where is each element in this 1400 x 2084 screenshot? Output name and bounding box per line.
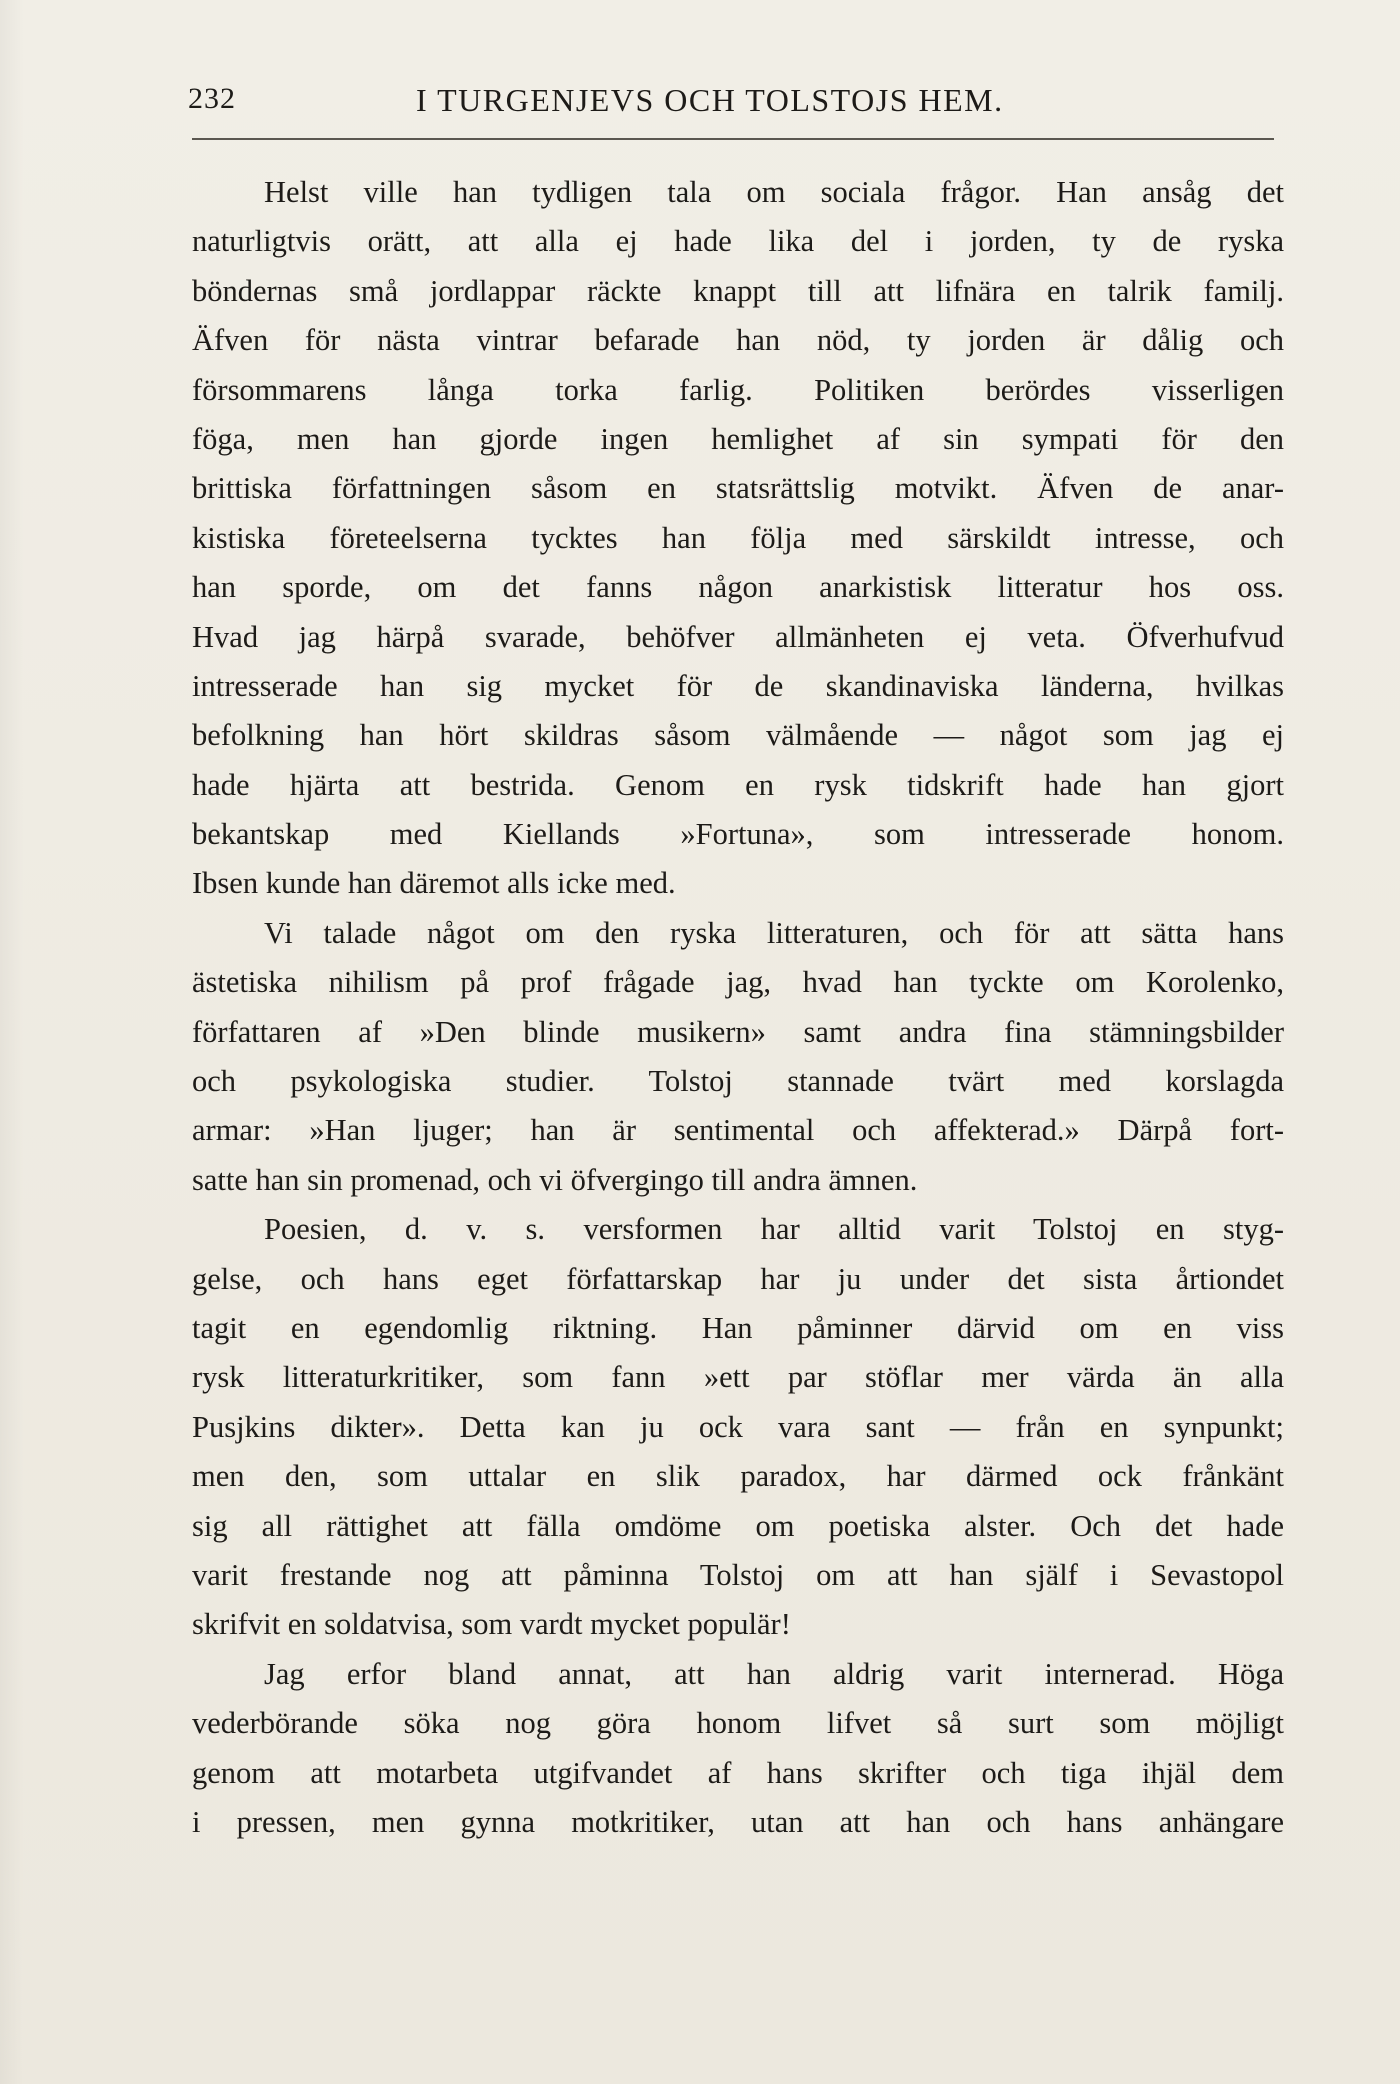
text-line: sig all rättighet att fälla omdöme om poetiska alster. Och det hade <box>192 1508 1284 1543</box>
text-line: ästetiska nihilism på prof frågade jag, hvad han tyckte om Korolenko, <box>192 965 1284 1000</box>
header-rule <box>192 138 1274 140</box>
text-line: böndernas små jordlappar räckte knappt till att lifnära en talrik familj. <box>192 273 1284 308</box>
text-line: befolkning han hört skildras såsom välmående — något som jag ej <box>192 718 1284 753</box>
text-line: Poesien, d. v. s. versformen har alltid varit Tolstoj en styg- <box>264 1212 1284 1247</box>
text-line: föga, men han gjorde ingen hemlighet af sin sympati för den <box>192 421 1284 456</box>
text-line: intresserade han sig mycket för de skandinaviska länderna, hvilkas <box>192 668 1284 703</box>
text-line: brittiska författningen såsom en statsrättslig motvikt. Äfven de anar- <box>192 471 1284 506</box>
text-line: hade hjärta att bestrida. Genom en rysk tidskrift hade han gjort <box>192 767 1284 802</box>
text-line: armar: »Han ljuger; han är sentimental och affekterad.» Därpå fort- <box>192 1113 1284 1148</box>
text-line: vederbörande söka nog göra honom lifvet så surt som möjligt <box>192 1706 1284 1741</box>
text-line: skrifvit en soldatvisa, som vardt mycket populär! <box>192 1607 791 1642</box>
text-line: Vi talade något om den ryska litteraturen, och för att sätta hans <box>264 915 1284 950</box>
text-line: naturligtvis orätt, att alla ej hade lika del i jorden, ty de ryska <box>192 224 1284 259</box>
text-line: Helst ville han tydligen tala om sociala frågor. Han ansåg det <box>264 175 1284 209</box>
text-line: kistiska företeelserna tycktes han följa med särskildt intresse, och <box>192 520 1284 555</box>
text-line: tagit en egendomlig riktning. Han påminner därvid om en viss <box>192 1310 1284 1345</box>
text-line: författaren af »Den blinde musikern» samt andra fina stämningsbilder <box>192 1014 1284 1049</box>
text-line: varit frestande nog att påminna Tolstoj om att han själf i Sevastopol <box>192 1557 1284 1592</box>
text-line: Ibsen kunde han däremot alls icke med. <box>192 866 676 901</box>
body-text <box>192 168 1284 1847</box>
text-line: Jag erfor bland annat, att han aldrig varit internerad. Höga <box>264 1656 1284 1691</box>
text-line: Äfven för nästa vintrar befarade han nöd, ty jorden är dålig och <box>192 323 1284 358</box>
page-number: 232 <box>188 82 236 115</box>
text-line: Pusjkins dikter». Detta kan ju ock vara sant — från en synpunkt; <box>192 1409 1284 1444</box>
text-line: satte han sin promenad, och vi öfvergingo till andra ämnen. <box>192 1162 918 1197</box>
text-line: gelse, och hans eget författarskap har ju under det sista årtiondet <box>192 1261 1284 1296</box>
text-line: bekantskap med Kiellands »Fortuna», som intresserade honom. <box>192 817 1284 852</box>
text-line: han sporde, om det fanns någon anarkistisk litteratur hos oss. <box>192 570 1284 605</box>
text-line: rysk litteraturkritiker, som fann »ett par stöflar mer värda än alla <box>192 1360 1284 1395</box>
running-head <box>188 82 1280 122</box>
text-line: försommarens långa torka farlig. Politiken berördes visserligen <box>192 372 1284 407</box>
text-line: och psykologiska studier. Tolstoj stannade tvärt med korslagda <box>192 1064 1284 1099</box>
text-line: genom att motarbeta utgifvandet af hans skrifter och tiga ihjäl dem <box>192 1755 1284 1790</box>
text-line: Hvad jag härpå svarade, behöfver allmänheten ej veta. Öfverhufvud <box>192 619 1284 654</box>
text-line: i pressen, men gynna motkritiker, utan att han och hans anhängare <box>192 1804 1284 1839</box>
running-title: I TURGENJEVS OCH TOLSTOJS HEM. <box>416 82 1004 118</box>
text-line: men den, som uttalar en slik paradox, har därmed ock frånkänt <box>192 1459 1284 1494</box>
